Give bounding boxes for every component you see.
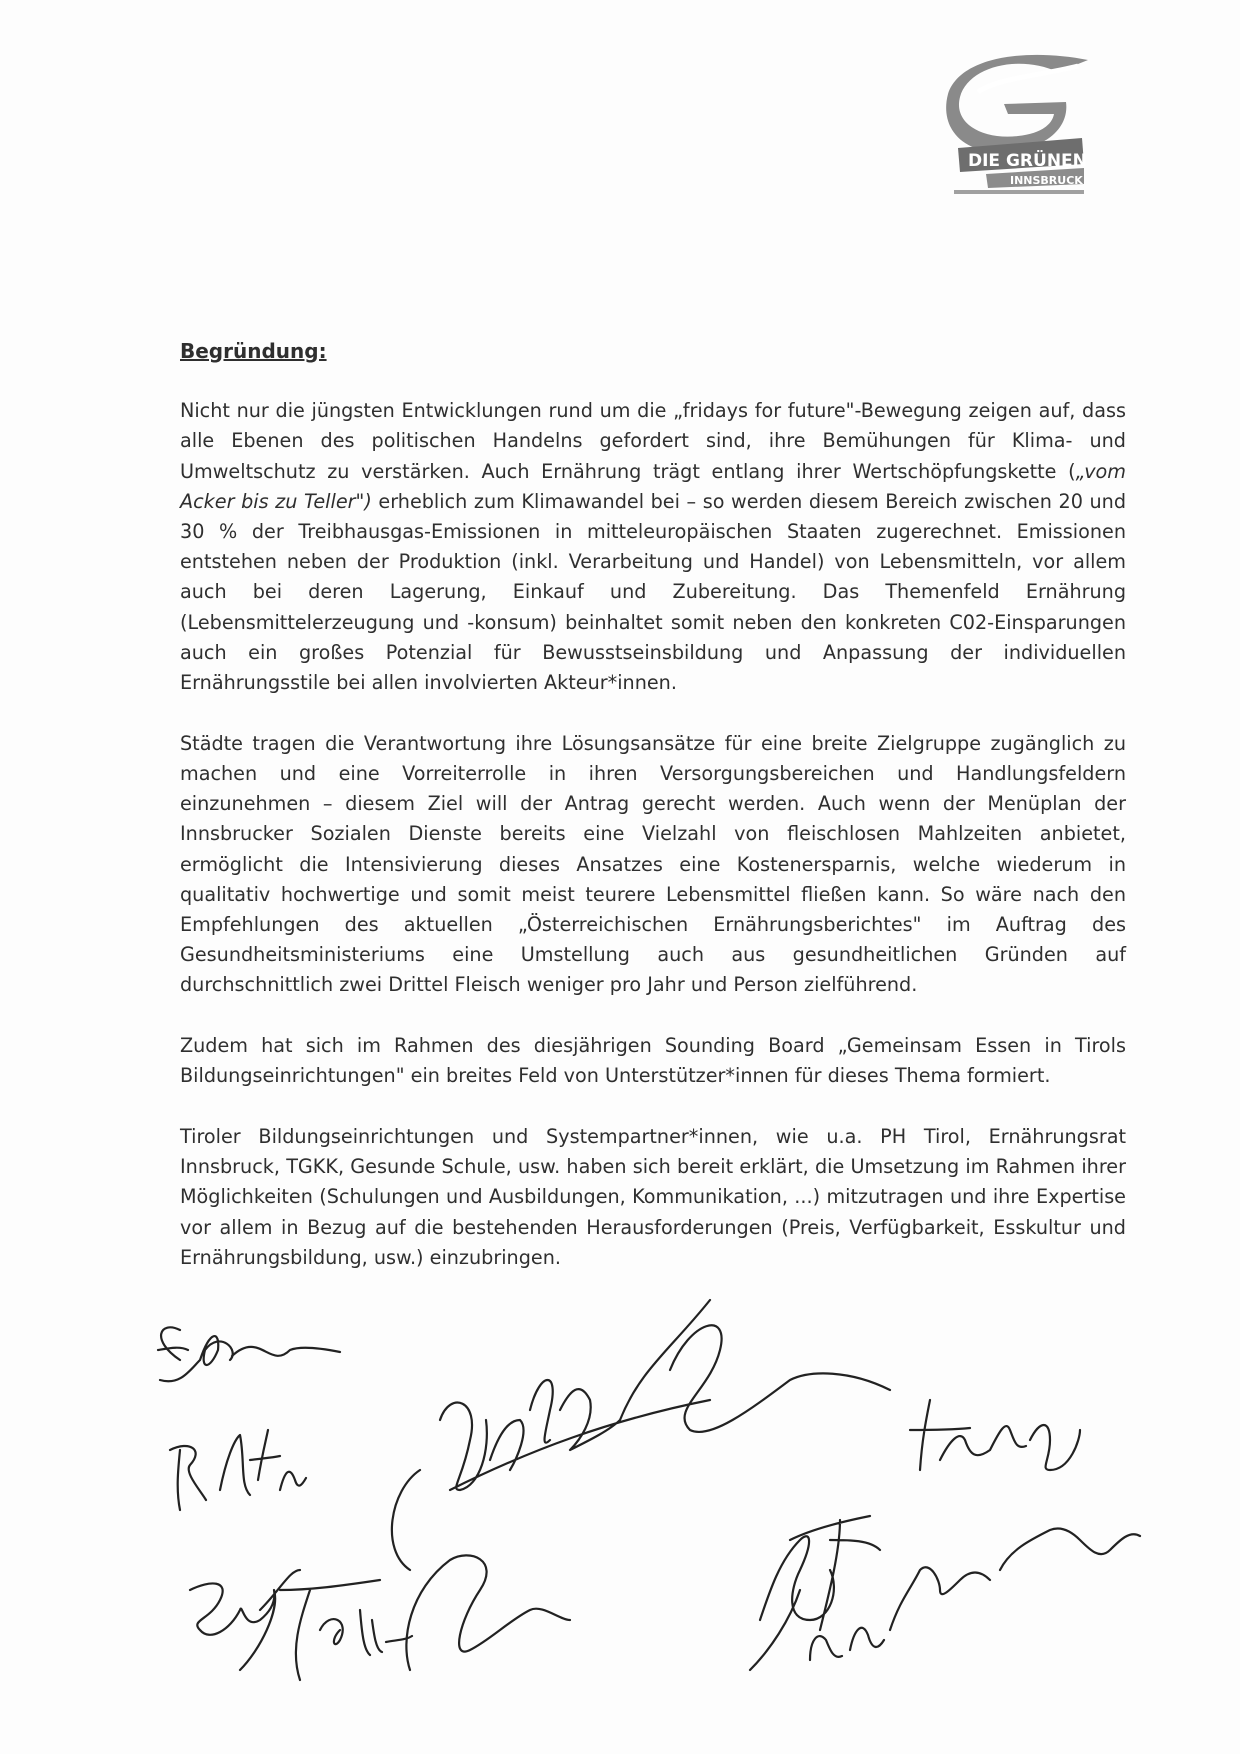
signature-4 [392, 1300, 710, 1570]
paragraph-1-text-b: erheblich zum Klimawandel bei – so werden diesem Bereich zwischen 20 und 30 % der Treibhausgas-Emissionen in mitteleuropäischen Staaten zugerechnet. Emissionen entstehen neben der Produktion (inkl. Verarbeitung und Handel) von Lebensmitteln, vor allem auch bei deren Lagerung, Einkauf und Zubereitung. Das Themenfeld Ernährung (Lebensmittelerzeugung und -konsum) beinhaltet somit neben den konkreten C02-Einsparungen auch ein großes Potenzial für Bewusstseinsbildung und Anpassung der individuellen Ernährungsstile bei allen involvierten Akteur*innen. [180, 489, 1126, 695]
paragraph-1-italic: „vom Acker bis zu Teller") [180, 459, 1126, 513]
signature-8 [810, 1528, 1140, 1660]
signature-7 [910, 1400, 1080, 1470]
logo-badge-text: DIE GRÜNEN [968, 151, 1087, 171]
paragraph-3: Zudem hat sich im Rahmen des diesjährigen Sounding Board „Gemeinsam Essen in Tirols Bildungseinrichtungen" ein breites Feld von Unterstützer*innen für dieses Thema formiert. [180, 1034, 1126, 1088]
paragraph-2: Städte tragen die Verantwortung ihre Lösungsansätze für eine breite Zielgruppe zugänglich zu machen und eine Vorreiterrolle in ihren Versorgungsbereichen und Handlungsfeldern einzunehmen – diesem Ziel will der Antrag gerecht werden. Auch wenn der Menüplan der Innsbrucker Sozialen Dienste bereits eine Vielzahl von fleischlosen Mahlzeiten anbietet, ermöglicht die Intensivierung dieses Ansatzes eine Kostenersparnis, welche wiederum in qualitativ hochwertige und somit meist teurere Lebensmittel fließen kann. So wäre nach den Empfehlungen des aktuellen „Österreichischen Ernährungsberichtes" im Auftrag des Gesundheitsministeriums eine Umstellung auch aus gesundheitlichen Gründen auf durchschnittlich zwei Drittel Fleisch weniger pro Jahr und Person zielführend. [180, 731, 1126, 997]
green-g-logo-icon [938, 52, 1098, 200]
paragraph-1 [180, 396, 1126, 698]
signature-5 [670, 1325, 890, 1432]
signature-6 [750, 1516, 880, 1670]
section-heading: Begründung: [180, 339, 327, 363]
signature-2 [170, 1430, 306, 1510]
paragraph-4: Tiroler Bildungseinrichtungen und Systempartner*innen, wie u.a. PH Tirol, Ernährungsrat Innsbruck, TGKK, Gesunde Schule, usw. haben sich bereit erklärt, die Umsetzung im Rahmen ihrer Möglichkeiten (Schulungen und Ausbildungen, Kommunikation, ...) mitzutragen und ihre Expertise vor allem in Bezug auf die bestehenden Herausforderungen (Preis, Verfügbarkeit, Esskultur und Ernährungsbildung, usw.) einzubringen. [180, 1124, 1126, 1269]
letter-body [180, 336, 1126, 1303]
signature-1 [158, 1327, 340, 1381]
party-logo [938, 52, 1098, 200]
paragraph-1-text-a: Nicht nur die jüngsten Entwicklungen rund um die „fridays for future"-Bewegung zeigen auf, dass alle Ebenen des politischen Handelns gefordert sind, ihre Bemühungen für Klima- und Umweltschutz zu verstärken. Auch Ernährung trägt entlang ihrer Wertschöpfungskette ( [180, 399, 1126, 483]
signatures-area [150, 1290, 1210, 1710]
signature-3 [190, 1555, 570, 1680]
logo-sub-text: INNSBRUCK [1010, 174, 1083, 187]
